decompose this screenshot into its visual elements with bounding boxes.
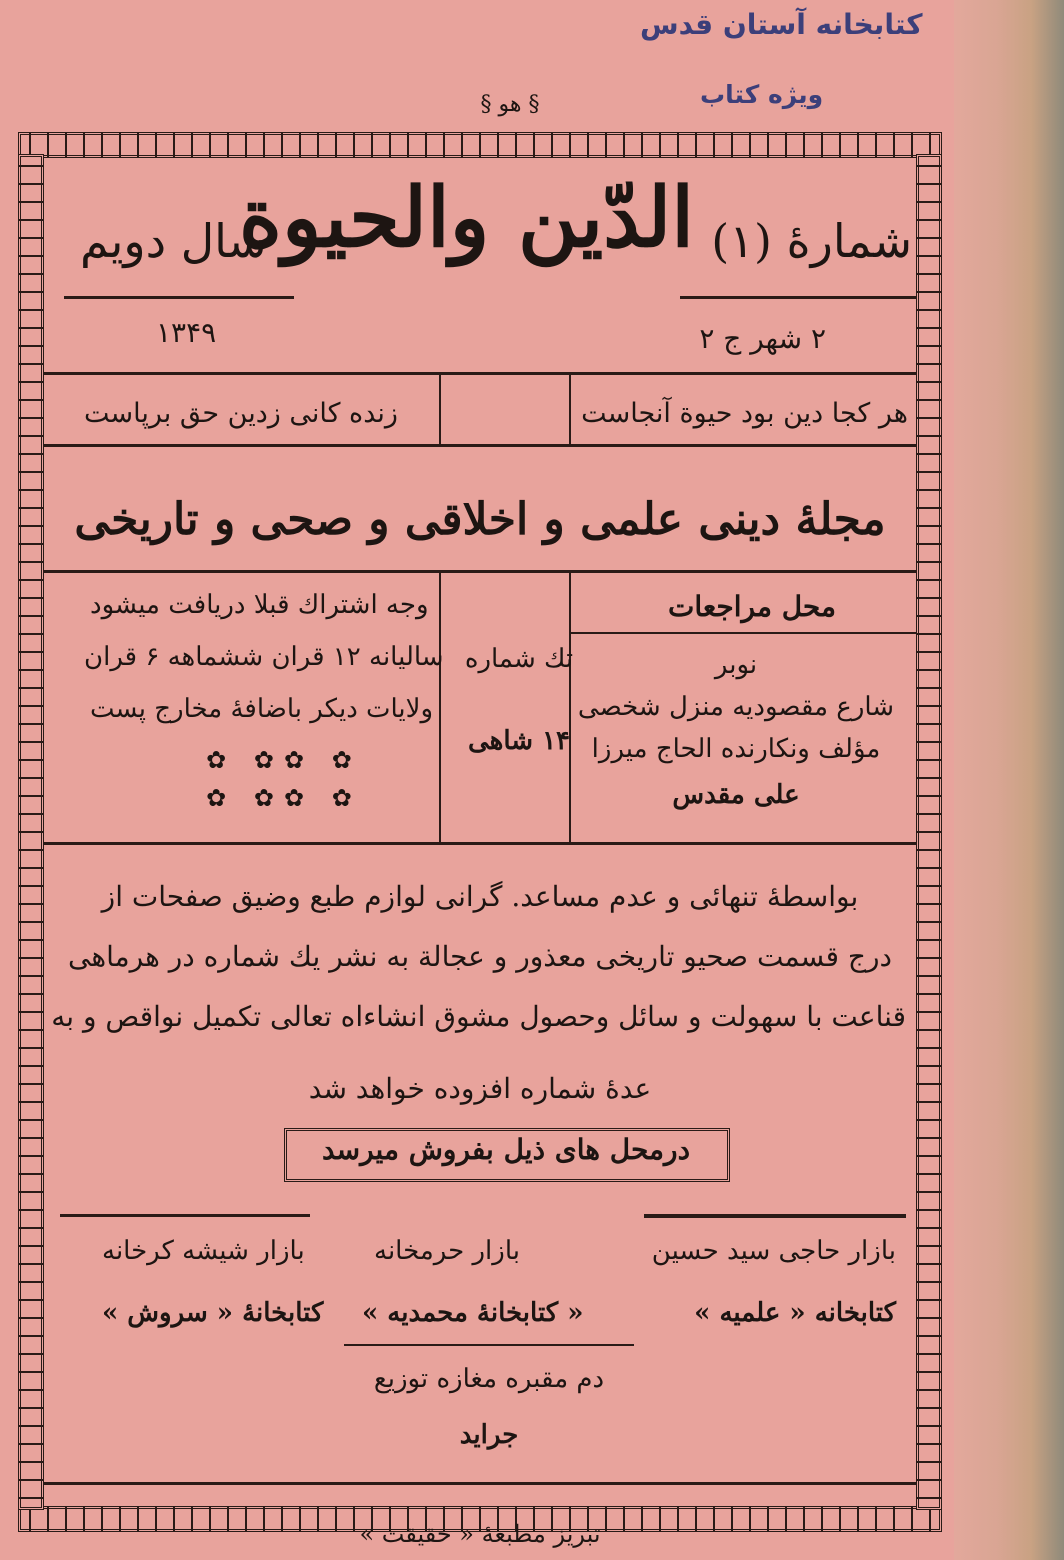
printing-press: تبریز مطبعهٔ « حقیقت » xyxy=(359,1520,601,1548)
rule-bazaar-right xyxy=(644,1214,906,1218)
bookshop-name: « کتابخانهٔ محمدیه » xyxy=(362,1298,584,1328)
rule-motto-bottom xyxy=(44,444,916,447)
references-line: نوبر xyxy=(714,650,758,680)
motto-divider-1 xyxy=(439,372,441,444)
bazaar-name: بازار حرمخانه xyxy=(374,1236,520,1266)
library-stamp: کتابخانه آستان قدس xyxy=(640,8,923,41)
bookshop-name: کتابخانه « علمیه » xyxy=(694,1298,896,1328)
references-line: علی مقدس xyxy=(672,780,800,810)
rule-motto-top xyxy=(44,372,916,375)
rule-info-bottom xyxy=(44,842,916,845)
notice-line: عدهٔ شماره افزوده خواهد شد xyxy=(308,1072,652,1105)
issue-number: شمارهٔ (۱) xyxy=(711,214,912,268)
ornament-row: ✿ ✿✿ ✿ xyxy=(206,746,362,774)
motto-left: زنده کانی زدین حق برپاست xyxy=(84,398,398,429)
bookshop-name: کتابخانهٔ « سروش » xyxy=(102,1298,324,1328)
subscription-line: ولایات دیکر باضافهٔ مخارج پست xyxy=(90,694,434,724)
rule-bazaar-left xyxy=(60,1214,310,1217)
notice-line: درج قسمت صحیو تاریخی معذور و عجالة به نشر یك شماره در هرماهی xyxy=(68,940,892,973)
border-left xyxy=(18,154,44,1510)
masthead-title: الدّین والحیوة xyxy=(239,170,694,266)
single-issue-label: تك شماره xyxy=(464,644,574,674)
notice-line: بواسطهٔ تنهائی و عدم مساعد. گرانی لوازم طبع وضیق صفحات از xyxy=(101,880,859,913)
rule-distribution xyxy=(344,1344,634,1346)
rule-subtitle-bottom xyxy=(44,570,916,573)
ornament-row: ✿ ✿✿ ✿ xyxy=(206,784,362,812)
issue-year: ۱۳۴۹ xyxy=(156,316,217,349)
sale-heading: درمحل های ذیل بفروش میرسد xyxy=(321,1133,691,1166)
binding-edge xyxy=(954,0,1064,1560)
bazaar-name: بازار شیشه کرخانه xyxy=(102,1236,305,1266)
motto-right: هر کجا دین بود حیوة آنجاست xyxy=(581,398,908,429)
motto-divider-2 xyxy=(569,372,571,444)
subscription-line: سالیانه ۱۲ قران ششماهه ۶ قران xyxy=(84,642,444,672)
references-title: محل مراجعات xyxy=(668,590,836,623)
notice-line: قناعت با سهولت و سائل وحصول مشوق انشاءاه تعالی تکمیل نواقص و به xyxy=(51,1000,906,1033)
special-stamp: ویژه کتاب xyxy=(700,80,824,109)
distribution-line: جراید xyxy=(459,1420,519,1450)
bazaar-name: بازار حاجی سید حسین xyxy=(651,1236,896,1266)
rule-press-top xyxy=(44,1482,916,1485)
references-line: مؤلف ونکارنده الحاج میرزا xyxy=(591,734,881,764)
rule-right xyxy=(680,296,916,299)
references-underline xyxy=(571,632,916,634)
info-divider-1 xyxy=(439,570,441,842)
year-label: سال دویم xyxy=(80,214,267,268)
ornamental-frame xyxy=(18,132,942,1548)
border-top xyxy=(18,132,942,158)
issue-date: ۲ شهر ج ۲ xyxy=(699,322,826,355)
distribution-line: دم مقبره مغازه توزیع xyxy=(373,1364,605,1394)
magazine-subtitle: مجلهٔ دینی علمی و اخلاقی و صحی و تاریخی xyxy=(74,494,886,545)
border-right xyxy=(916,154,942,1510)
subscription-line: وجه اشتراك قبلا دریافت میشود xyxy=(90,590,429,620)
references-line: شارع مقصودیه منزل شخصی xyxy=(577,692,895,722)
frame-content xyxy=(44,158,916,1506)
top-invocation: § هو § xyxy=(480,92,540,117)
single-issue-price: ۱۴ شاهی xyxy=(467,726,571,756)
rule-left xyxy=(64,296,294,299)
